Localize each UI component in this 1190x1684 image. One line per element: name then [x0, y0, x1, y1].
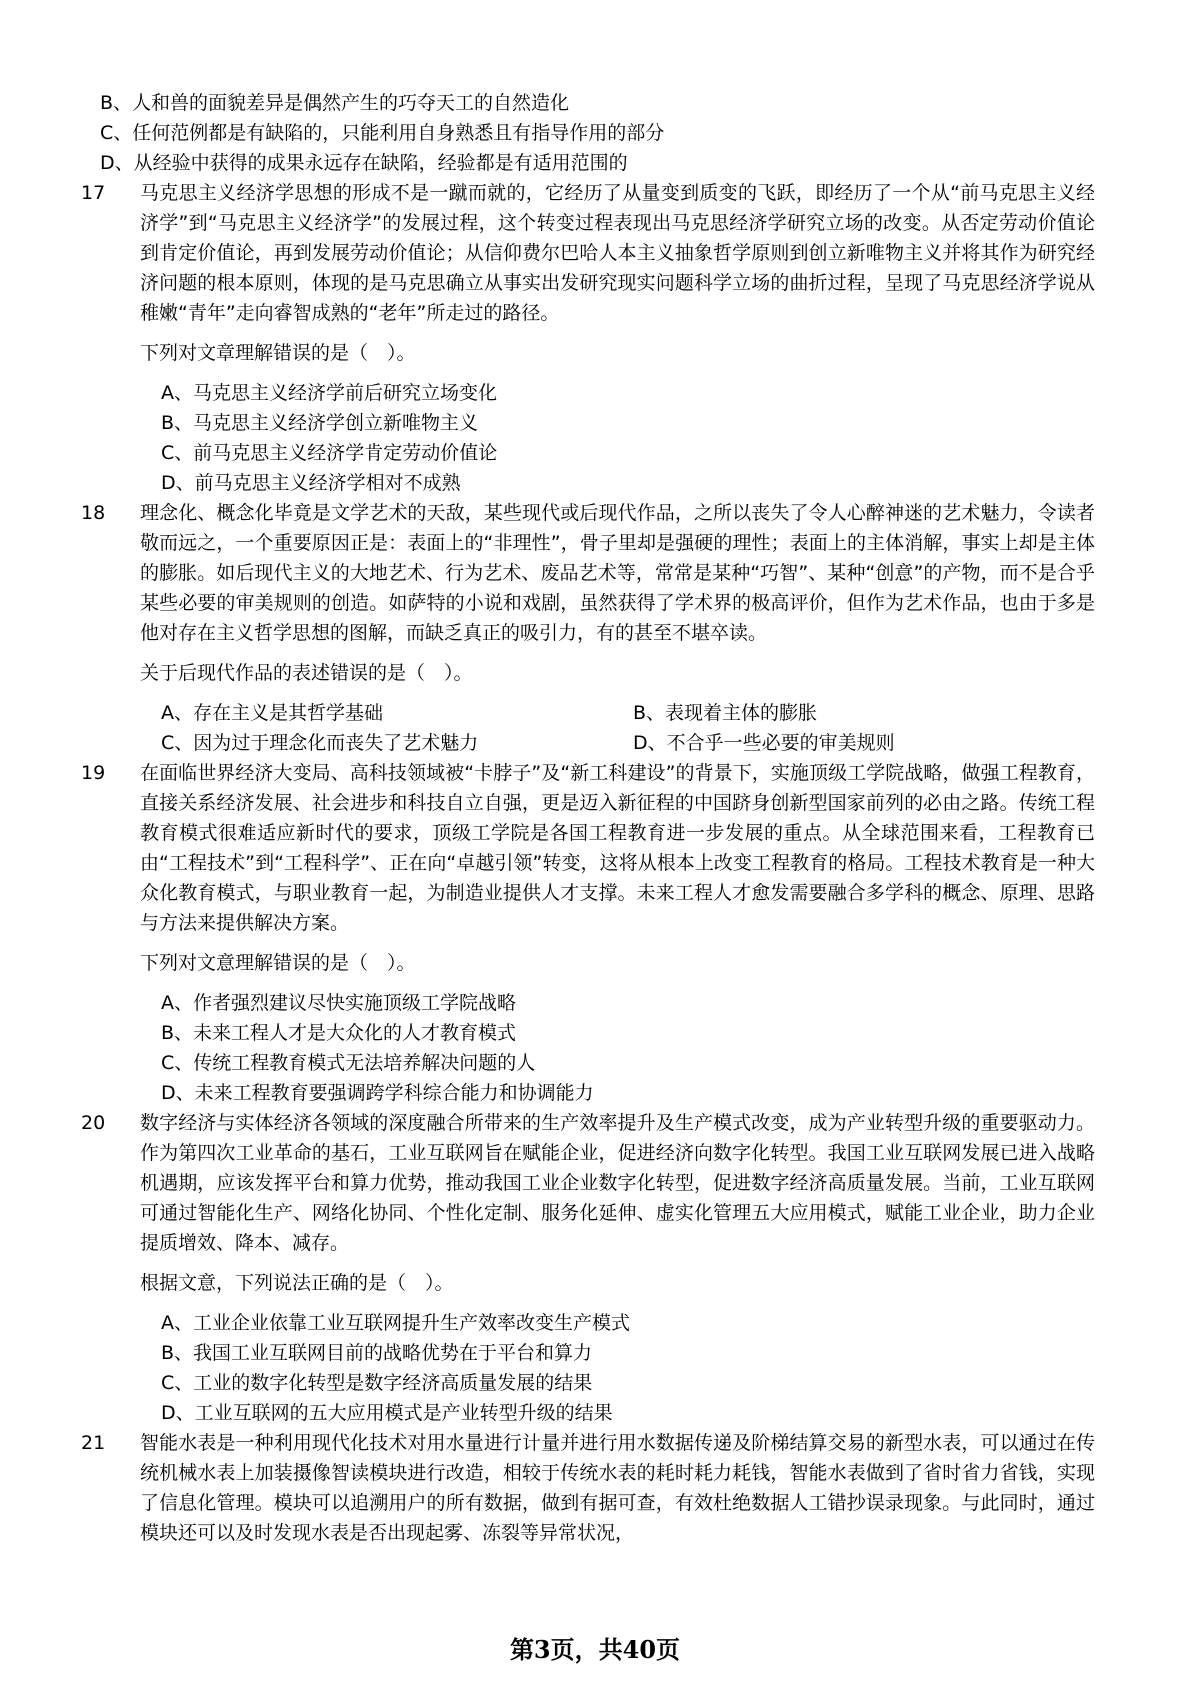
question-prompt: 关于后现代作品的表述错误的是（ ）。: [140, 662, 473, 684]
option-a: A、工业企业依靠工业互联网提升生产效率改变生产模式: [161, 1312, 630, 1334]
question-20: [81, 1108, 1095, 1428]
option-c: C、传统工程教育模式无法培养解决问题的人: [161, 1052, 536, 1074]
question-prompt: 下列对文章理解错误的是（ ）。: [140, 342, 416, 364]
option-b: B、我国工业互联网目前的战略优势在于平台和算力: [161, 1342, 593, 1364]
question-number: 20: [81, 1112, 106, 1134]
page-content: [81, 88, 1095, 1548]
option-b: B、人和兽的面貌差异是偶然产生的巧夺天工的自然造化: [100, 92, 570, 114]
question-passage: 智能水表是一种利用现代化技术对用水量进行计量并进行用水数据传递及阶梯结算交易的新型水表，可以通过在传统机械水表上加装摄像智读模块进行改造，相较于传统水表的耗时耗力耗钱，智能水表做到了省时省力省钱，实现了信息化管理。模块可以追溯用户的所有数据，做到有据可查，有效杜绝数据人工错抄误录现象。与此同时，通过模块还可以及时发现水表是否出现起雾、冻裂等异常状况，: [140, 1432, 1095, 1544]
option-a: A、存在主义是其哲学基础: [161, 702, 383, 724]
question-number: 21: [81, 1432, 106, 1454]
question-prompt: 根据文意，下列说法正确的是（ ）。: [140, 1272, 454, 1294]
question-passage: 在面临世界经济大变局、高科技领域被“卡脖子”及“新工科建设”的背景下，实施顶级工学院战略，做强工程教育，直接关系经济发展、社会进步和科技自立自强，更是迈入新征程的中国跻身创新型国家前列的必由之路。传统工程教育模式很难适应新时代的要求，顶级工学院是各国工程教育进一步发展的重点。从全球范围来看，工程教育已由“工程技术”到“工程科学”、正在向“卓越引领”转变，这将从根本上改变工程教育的格局。工程技术教育是一种大众化教育模式，与职业教育一起，为制造业提供人才支撑。未来工程人才愈发需要融合多学科的概念、原理、思路与方法来提供解决方案。: [140, 762, 1095, 934]
question-passage: 马克思主义经济学思想的形成不是一蹴而就的，它经历了从量变到质变的飞跃，即经历了一个从“前马克思主义经济学”到“马克思主义经济学”的发展过程，这个转变过程表现出马克思经济学研究立场的改变。从否定劳动价值论到肯定价值论，再到发展劳动价值论；从信仰费尔巴哈人本主义抽象哲学原则到创立新唯物主义并将其作为研究经济问题的根本原则，体现的是马克思确立从事实出发研究现实问题科学立场的曲折过程，呈现了马克思经济学说从稚嫩“青年”走向睿智成熟的“老年”所走过的路径。: [140, 182, 1095, 324]
options-list: [140, 1308, 1095, 1428]
option-d: D、前马克思主义经济学相对不成熟: [161, 472, 461, 494]
option-c: C、前马克思主义经济学肯定劳动价值论: [161, 442, 498, 464]
option-d: D、未来工程教育要强调跨学科综合能力和协调能力: [161, 1082, 594, 1104]
option-a: A、马克思主义经济学前后研究立场变化: [161, 382, 497, 404]
option-d: D、不合乎一些必要的审美规则: [633, 732, 895, 754]
option-b: B、表现着主体的膨胀: [633, 702, 818, 724]
options-list: [140, 378, 1095, 498]
question-19: [81, 758, 1095, 1108]
question-17: [81, 178, 1095, 498]
question-prompt: 下列对文意理解错误的是（ ）。: [140, 952, 416, 974]
option-d: D、工业互联网的五大应用模式是产业转型升级的结果: [161, 1402, 613, 1424]
options-list: [140, 988, 1095, 1108]
option-c: C、任何范例都是有缺陷的，只能利用自身熟悉且有指导作用的部分: [100, 122, 665, 144]
question-passage: 数字经济与实体经济各领域的深度融合所带来的生产效率提升及生产模式改变，成为产业转型升级的重要驱动力。作为第四次工业革命的基石，工业互联网旨在赋能企业，促进经济向数字化转型。我国工业互联网发展已进入战略机遇期，应该发挥平台和算力优势，推动我国工业企业数字化转型，促进数字经济高质量发展。当前，工业互联网可通过智能化生产、网络化协同、个性化定制、服务化延伸、虚实化管理五大应用模式，赋能工业企业，助力企业提质增效、降本、减存。: [140, 1112, 1095, 1254]
previous-question-options: [81, 88, 1095, 178]
option-d: D、从经验中获得的成果永远存在缺陷，经验都是有适用范围的: [100, 152, 628, 174]
option-a: A、作者强烈建议尽快实施顶级工学院战略: [161, 992, 516, 1014]
question-number: 18: [81, 502, 106, 524]
option-c: C、因为过于理念化而丧失了艺术魅力: [161, 732, 479, 754]
question-18: [81, 498, 1095, 758]
question-21: [81, 1428, 1095, 1548]
question-number: 19: [81, 762, 106, 784]
page-footer: 第3页，共40页: [509, 1635, 681, 1664]
option-b: B、马克思主义经济学创立新唯物主义: [161, 412, 479, 434]
option-b: B、未来工程人才是大众化的人才教育模式: [161, 1022, 517, 1044]
options-grid: [140, 698, 1095, 758]
question-number: 17: [81, 182, 106, 204]
option-c: C、工业的数字化转型是数字经济高质量发展的结果: [161, 1372, 593, 1394]
question-passage: 理念化、概念化毕竟是文学艺术的天敌，某些现代或后现代作品，之所以丧失了令人心醉神迷的艺术魅力，令读者敬而远之，一个重要原因正是：表面上的“非理性”，骨子里却是强硬的理性；表面上的主体消解，事实上却是主体的膨胀。如后现代主义的大地艺术、行为艺术、废品艺术等，常常是某种“巧智”、某种“创意”的产物，而不是合乎某些必要的审美规则的创造。如萨特的小说和戏剧，虽然获得了学术界的极高评价，但作为艺术作品，也由于多是他对存在主义哲学思想的图解，而缺乏真正的吸引力，有的甚至不堪卒读。: [140, 502, 1095, 644]
